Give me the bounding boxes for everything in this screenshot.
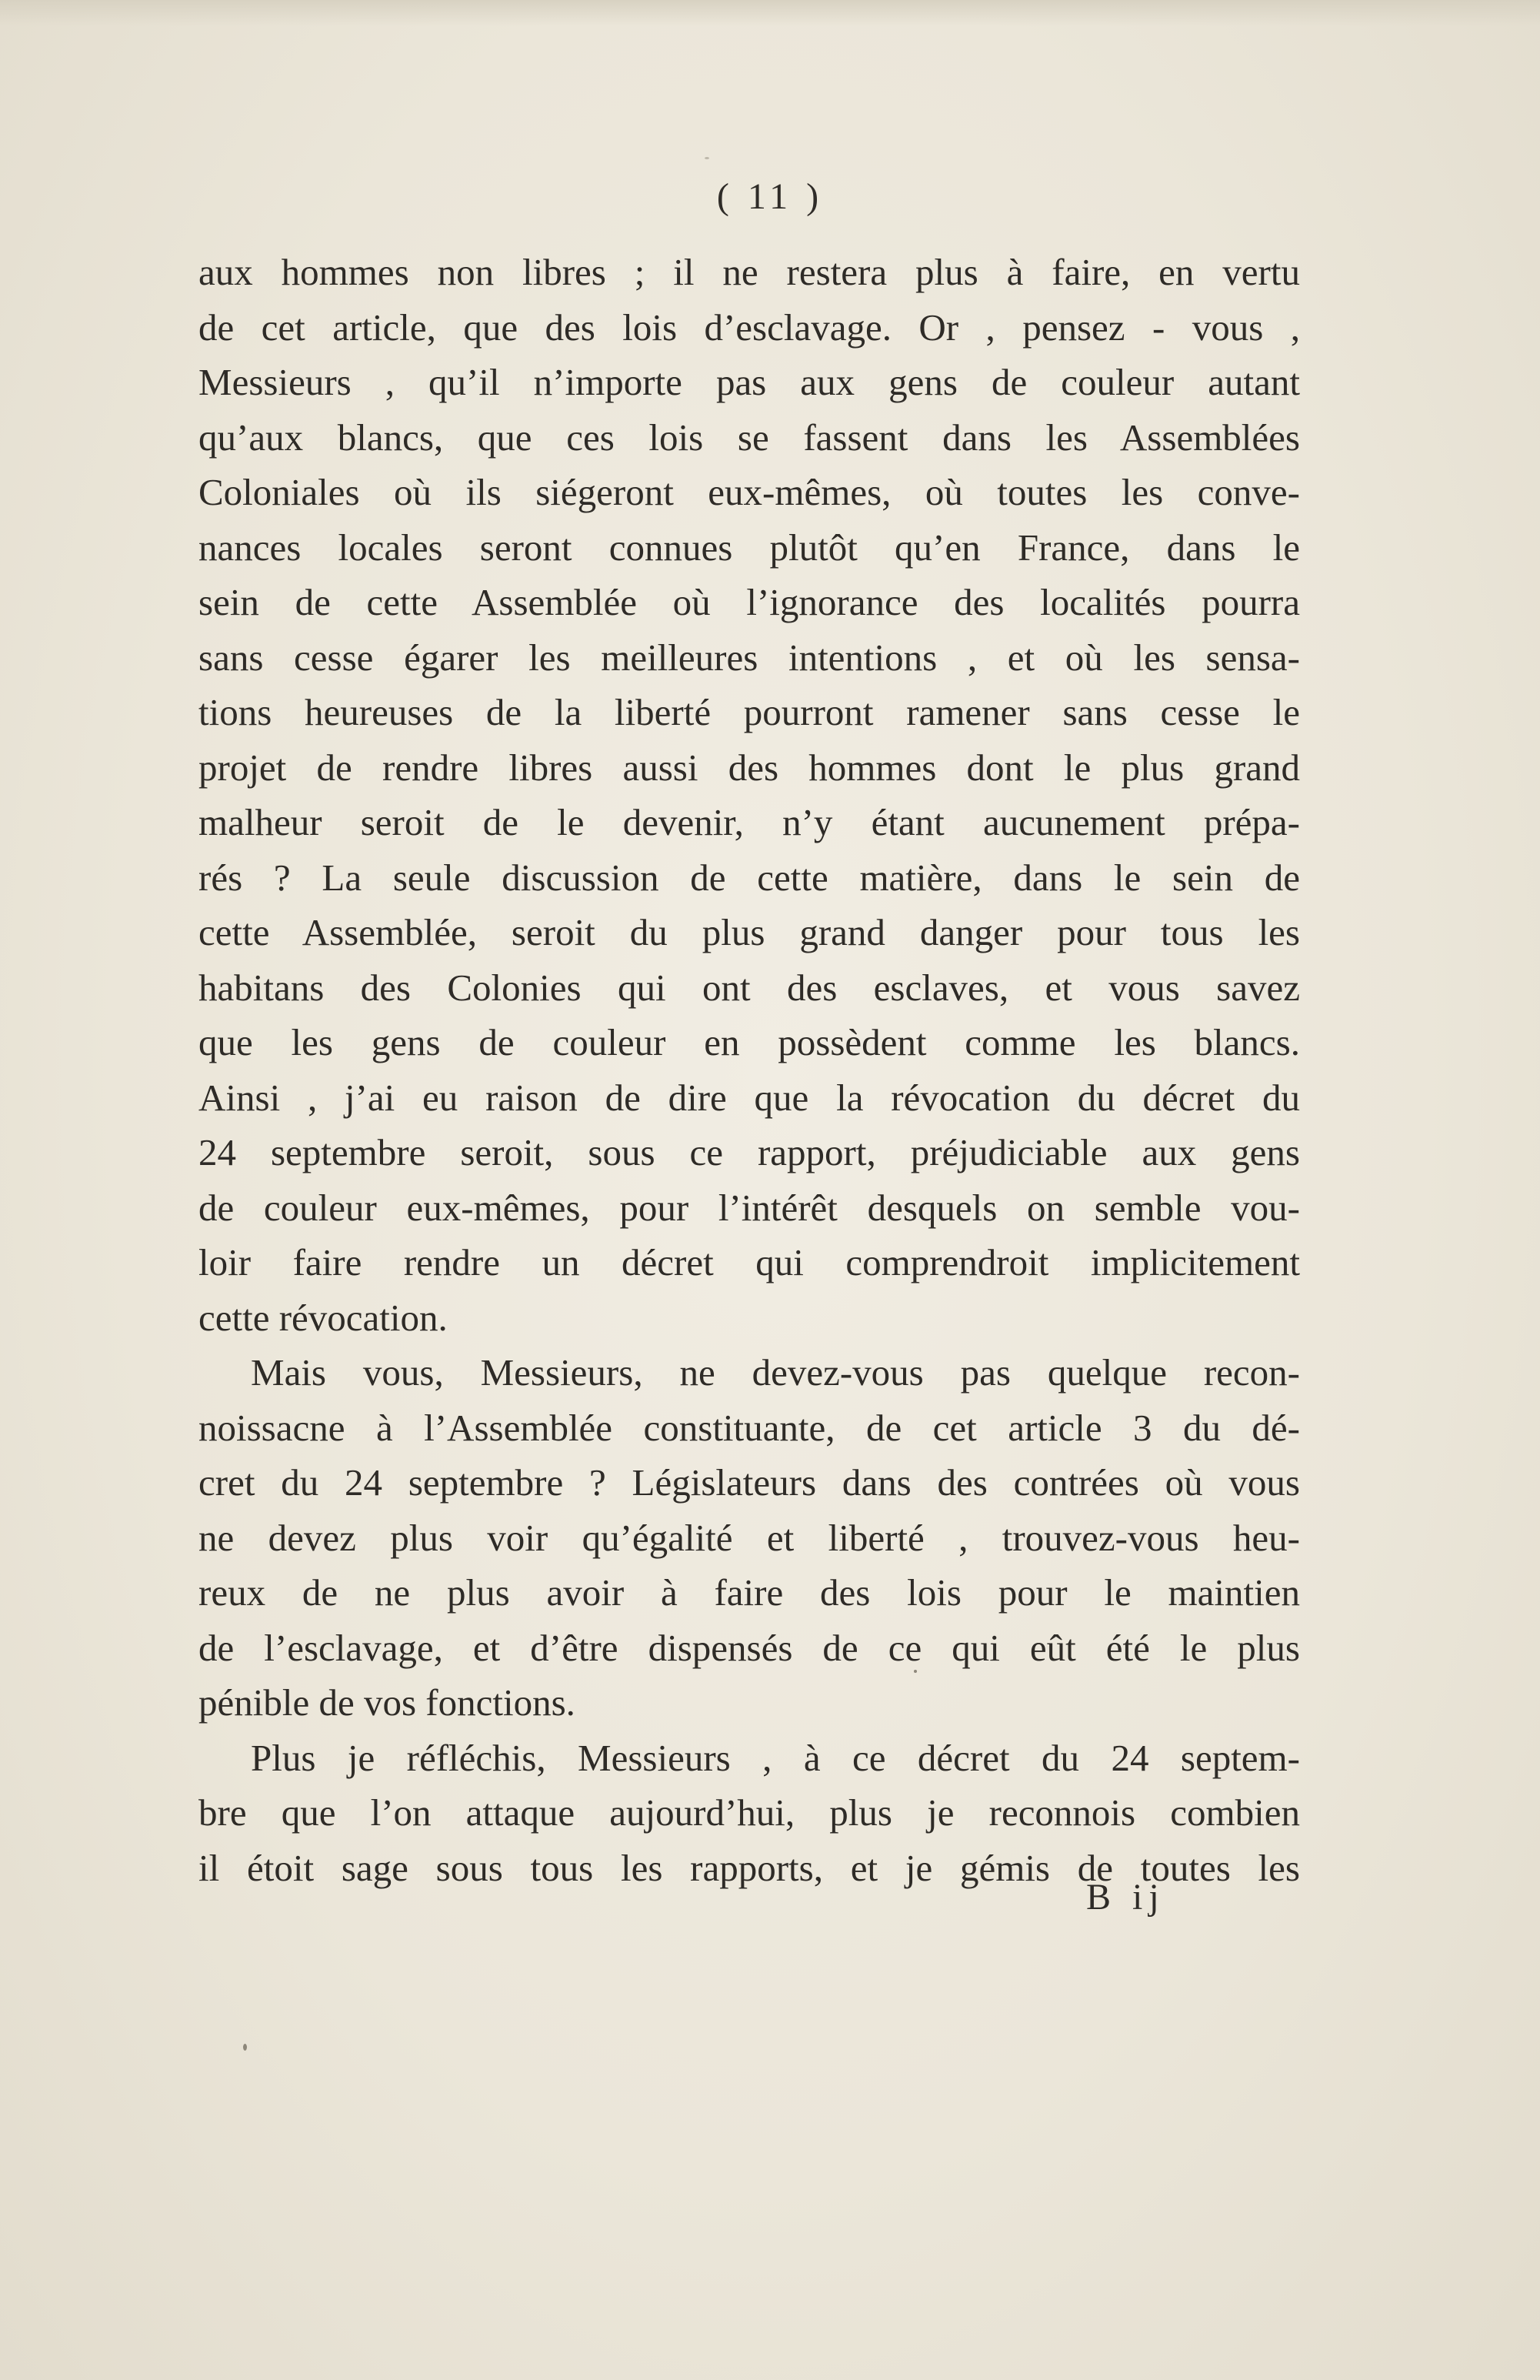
text-line: cret du 24 septembre ? Législateurs dans des contrées où vous — [198, 1461, 1300, 1504]
text-line: qu’aux blancs, que ces lois se fassent dans les Assemblées — [198, 416, 1300, 459]
text-line: nances locales seront connues plutôt qu’en France, dans le — [198, 526, 1300, 569]
text-line: Messieurs , qu’il n’importe pas aux gens de couleur autant — [198, 361, 1300, 403]
paper-speck — [914, 1670, 917, 1673]
text-line: de cet article, que des lois d’esclavage. Or , pensez - vous , — [198, 305, 1300, 349]
text-line: cette révocation. — [198, 1296, 448, 1339]
paper-speck — [243, 2044, 247, 2051]
text-line: sans cesse égarer les meilleures intentions , et où les sensa- — [198, 636, 1300, 679]
text-line: Coloniales où ils siégeront eux-mêmes, où toutes les conve- — [198, 471, 1300, 513]
text-line: de l’esclavage, et d’être dispensés de ce qui eût été le plus — [198, 1626, 1300, 1669]
text-line: aux hommes non libres ; il ne restera plus à faire, en vertu — [198, 251, 1300, 293]
paper-speck — [705, 157, 709, 159]
signature-mark: B ij — [1086, 1877, 1165, 1918]
page-number: ( 11 ) — [716, 176, 824, 217]
text-line: cette Assemblée, seroit du plus grand danger pour tous les — [198, 911, 1300, 953]
text-line: loir faire rendre un décret qui comprendroit implicitement — [198, 1241, 1300, 1283]
text-line: tions heureuses de la liberté pourront ramener sans cesse le — [198, 691, 1300, 733]
text-line: bre que l’on attaque aujourd’hui, plus je reconnois combien — [198, 1791, 1300, 1834]
text-line: ne devez plus voir qu’égalité et liberté , trouvez-vous heu- — [198, 1516, 1300, 1559]
paragraph-start: Plus je réfléchis, Messieurs , à ce décret du 24 septem- — [251, 1736, 1300, 1779]
text-line: 24 septembre seroit, sous ce rapport, préjudiciable aux gens — [198, 1131, 1300, 1173]
body-text — [198, 245, 1300, 1895]
text-line: rés ? La seule discussion de cette matière, dans le sein de — [198, 856, 1300, 899]
text-line: que les gens de couleur en possèdent comme les blancs. — [198, 1021, 1300, 1063]
page-edge — [0, 0, 1540, 26]
text-line: habitans des Colonies qui ont des esclaves, et vous savez — [198, 966, 1300, 1009]
text-line: pénible de vos fonctions. — [198, 1681, 575, 1724]
paragraph-start: Mais vous, Messieurs, ne devez-vous pas quelque recon- — [251, 1351, 1300, 1394]
text-line: il étoit sage sous tous les rapports, et je gémis de toutes les — [198, 1846, 1300, 1889]
text-line: reux de ne plus avoir à faire des lois pour le maintien — [198, 1571, 1300, 1614]
text-line: projet de rendre libres aussi des hommes dont le plus grand — [198, 746, 1300, 789]
text-line: malheur seroit de le devenir, n’y étant aucunement prépa- — [198, 801, 1300, 843]
text-line: noissacne à l’Assemblée constituante, de cet article 3 du dé- — [198, 1406, 1300, 1449]
text-line: sein de cette Assemblée où l’ignorance des localités pourra — [198, 581, 1300, 623]
text-line: de couleur eux-mêmes, pour l’intérêt desquels on semble vou- — [198, 1186, 1300, 1229]
text-line: Ainsi , j’ai eu raison de dire que la révocation du décret du — [198, 1076, 1300, 1119]
